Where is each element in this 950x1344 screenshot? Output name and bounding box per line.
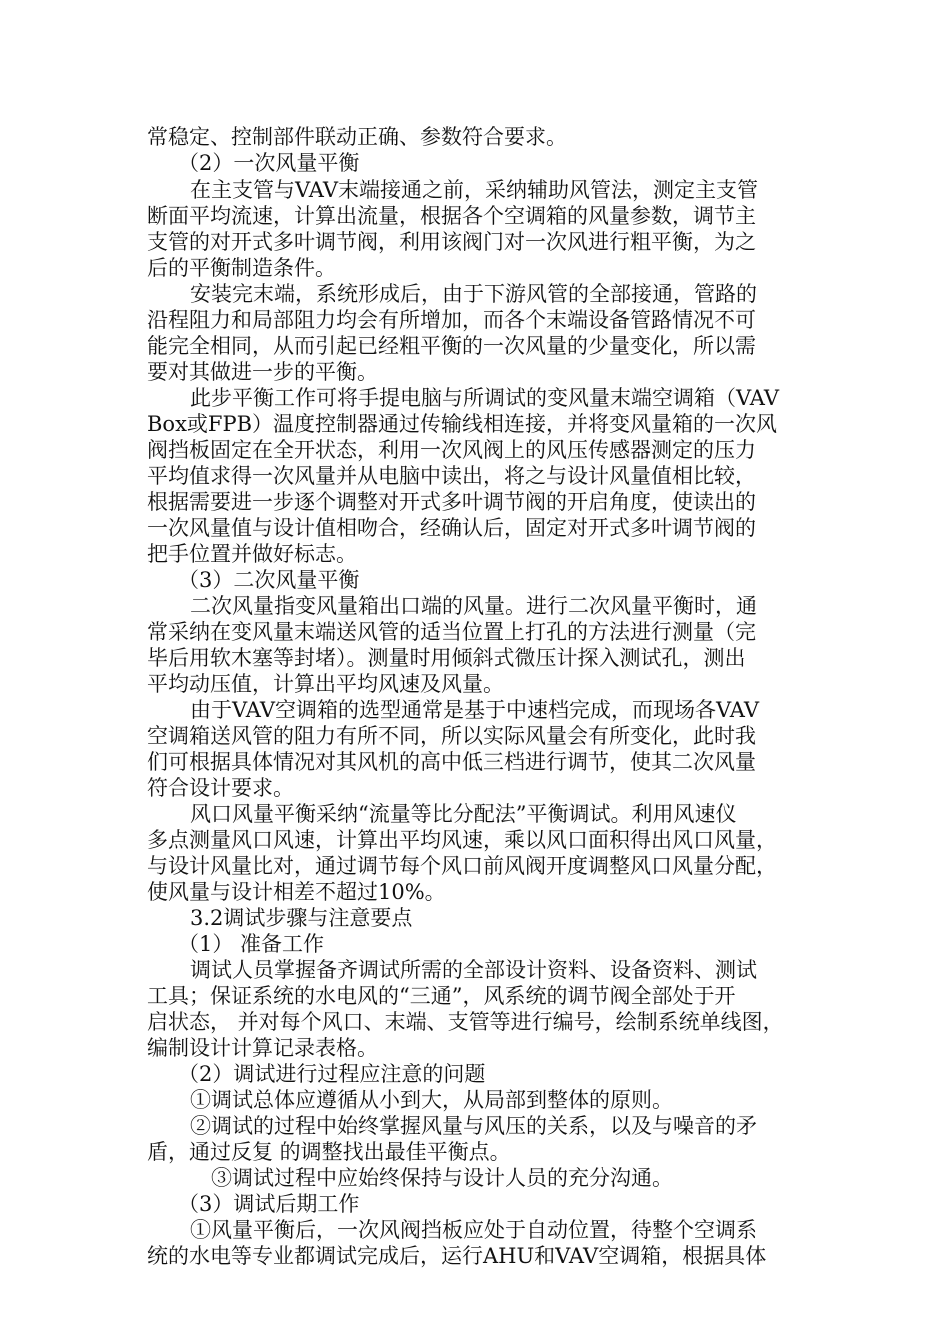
- text-line: 平均动压值，计算出平均风速及风量。: [147, 672, 504, 696]
- text-line: 毕后用软木塞等封堵）。测量时用倾斜式微压计探入测试孔，测出: [147, 646, 746, 670]
- text-line: 调试人员掌握备齐调试所需的全部设计资料、设备资料、测试: [190, 958, 757, 982]
- text-line: 二次风量指变风量箱出口端的风量。进行二次风量平衡时，通: [190, 594, 757, 618]
- text-line: 统的水电等专业都调试完成后，运行AHU和VAV空调箱，根据具体: [147, 1244, 767, 1268]
- text-line: 能完全相同，从而引起已经粗平衡的一次风量的少量变化，所以需: [147, 334, 756, 358]
- text-line: 断面平均流速，计算出流量，根据各个空调箱的风量参数，调节主: [147, 204, 756, 228]
- text-line: 符合设计要求。: [147, 776, 294, 800]
- text-line: 常采纳在变风量末端送风管的适当位置上打孔的方法进行测量（完: [147, 620, 756, 644]
- text-line: 与设计风量比对，通过调节每个风口前风阀开度调整风口风量分配，: [147, 854, 777, 878]
- text-line: ③调试过程中应始终保持与设计人员的充分沟通。: [211, 1166, 673, 1190]
- text-line: 启状态， 并对每个风口、末端、支管等进行编号，绘制系统单线图，: [147, 1010, 784, 1034]
- text-line: 把手位置并做好标志。: [147, 542, 357, 566]
- text-line: 要对其做进一步的平衡。: [147, 360, 378, 384]
- text-line: Box或FPB）温度控制器通过传输线相连接，并将变风量箱的一次风: [147, 412, 778, 436]
- section-heading: （3）调试后期工作: [178, 1192, 360, 1216]
- section-heading: 3.2调试步骤与注意要点: [190, 906, 413, 930]
- text-line: 沿程阻力和局部阻力均会有所增加，而各个末端设备管路情况不可: [147, 308, 756, 332]
- section-heading: （1） 准备工作: [178, 932, 325, 956]
- text-line: ①调试总体应遵循从小到大，从局部到整体的原则。: [190, 1088, 673, 1112]
- text-line: ②调试的过程中始终掌握风量与风压的关系，以及与噪音的矛: [190, 1114, 757, 1138]
- text-line: 工具；保证系统的水电风的“三通”，风系统的调节阀全部处于开: [147, 984, 736, 1008]
- text-line: 由于VAV空调箱的选型通常是基于中速档完成，而现场各VAV: [190, 698, 760, 722]
- text-line: 空调箱送风管的阻力有所不同，所以实际风量会有所变化，此时我: [147, 724, 756, 748]
- text-line: 安装完末端，系统形成后，由于下游风管的全部接通，管路的: [190, 282, 757, 306]
- text-line: 后的平衡制造条件。: [147, 256, 336, 280]
- text-line: 使风量与设计相差不超过10%。: [147, 880, 446, 904]
- text-line: 支管的对开式多叶调节阀，利用该阀门对一次风进行粗平衡，为之: [147, 230, 756, 254]
- text-line: 平均值求得一次风量并从电脑中读出，将之与设计风量值相比较，: [147, 464, 756, 488]
- text-line: 们可根据具体情况对其风机的高中低三档进行调节，使其二次风量: [147, 750, 756, 774]
- text-line: 盾，通过反复 的调整找出最佳平衡点。: [147, 1140, 511, 1164]
- text-line: 此步平衡工作可将手提电脑与所调试的变风量末端空调箱（VAV: [190, 386, 780, 410]
- text-line: 编制设计计算记录表格。: [147, 1036, 378, 1060]
- text-line: 阀挡板固定在全开状态，利用一次风阀上的风压传感器测定的压力: [147, 438, 756, 462]
- text-line: 一次风量值与设计值相吻合，经确认后，固定对开式多叶调节阀的: [147, 516, 756, 540]
- text-line: 多点测量风口风速，计算出平均风速，乘以风口面积得出风口风量，: [147, 828, 777, 852]
- section-heading: （2）一次风量平衡: [178, 151, 360, 175]
- text-line: 根据需要进一步逐个调整对开式多叶调节阀的开启角度，使读出的: [147, 490, 756, 514]
- section-heading: （2）调试进行过程应注意的问题: [178, 1062, 486, 1086]
- text-line: 在主支管与VAV末端接通之前，采纳辅助风管法，测定主支管: [190, 178, 759, 202]
- section-heading: （3）二次风量平衡: [178, 568, 360, 592]
- text-line: 常稳定、控制部件联动正确、参数符合要求。: [147, 125, 567, 149]
- text-line: 风口风量平衡采纳“流量等比分配法”平衡调试。利用风速仪: [190, 802, 737, 826]
- text-line: ①风量平衡后，一次风阀挡板应处于自动位置，待整个空调系: [190, 1218, 757, 1242]
